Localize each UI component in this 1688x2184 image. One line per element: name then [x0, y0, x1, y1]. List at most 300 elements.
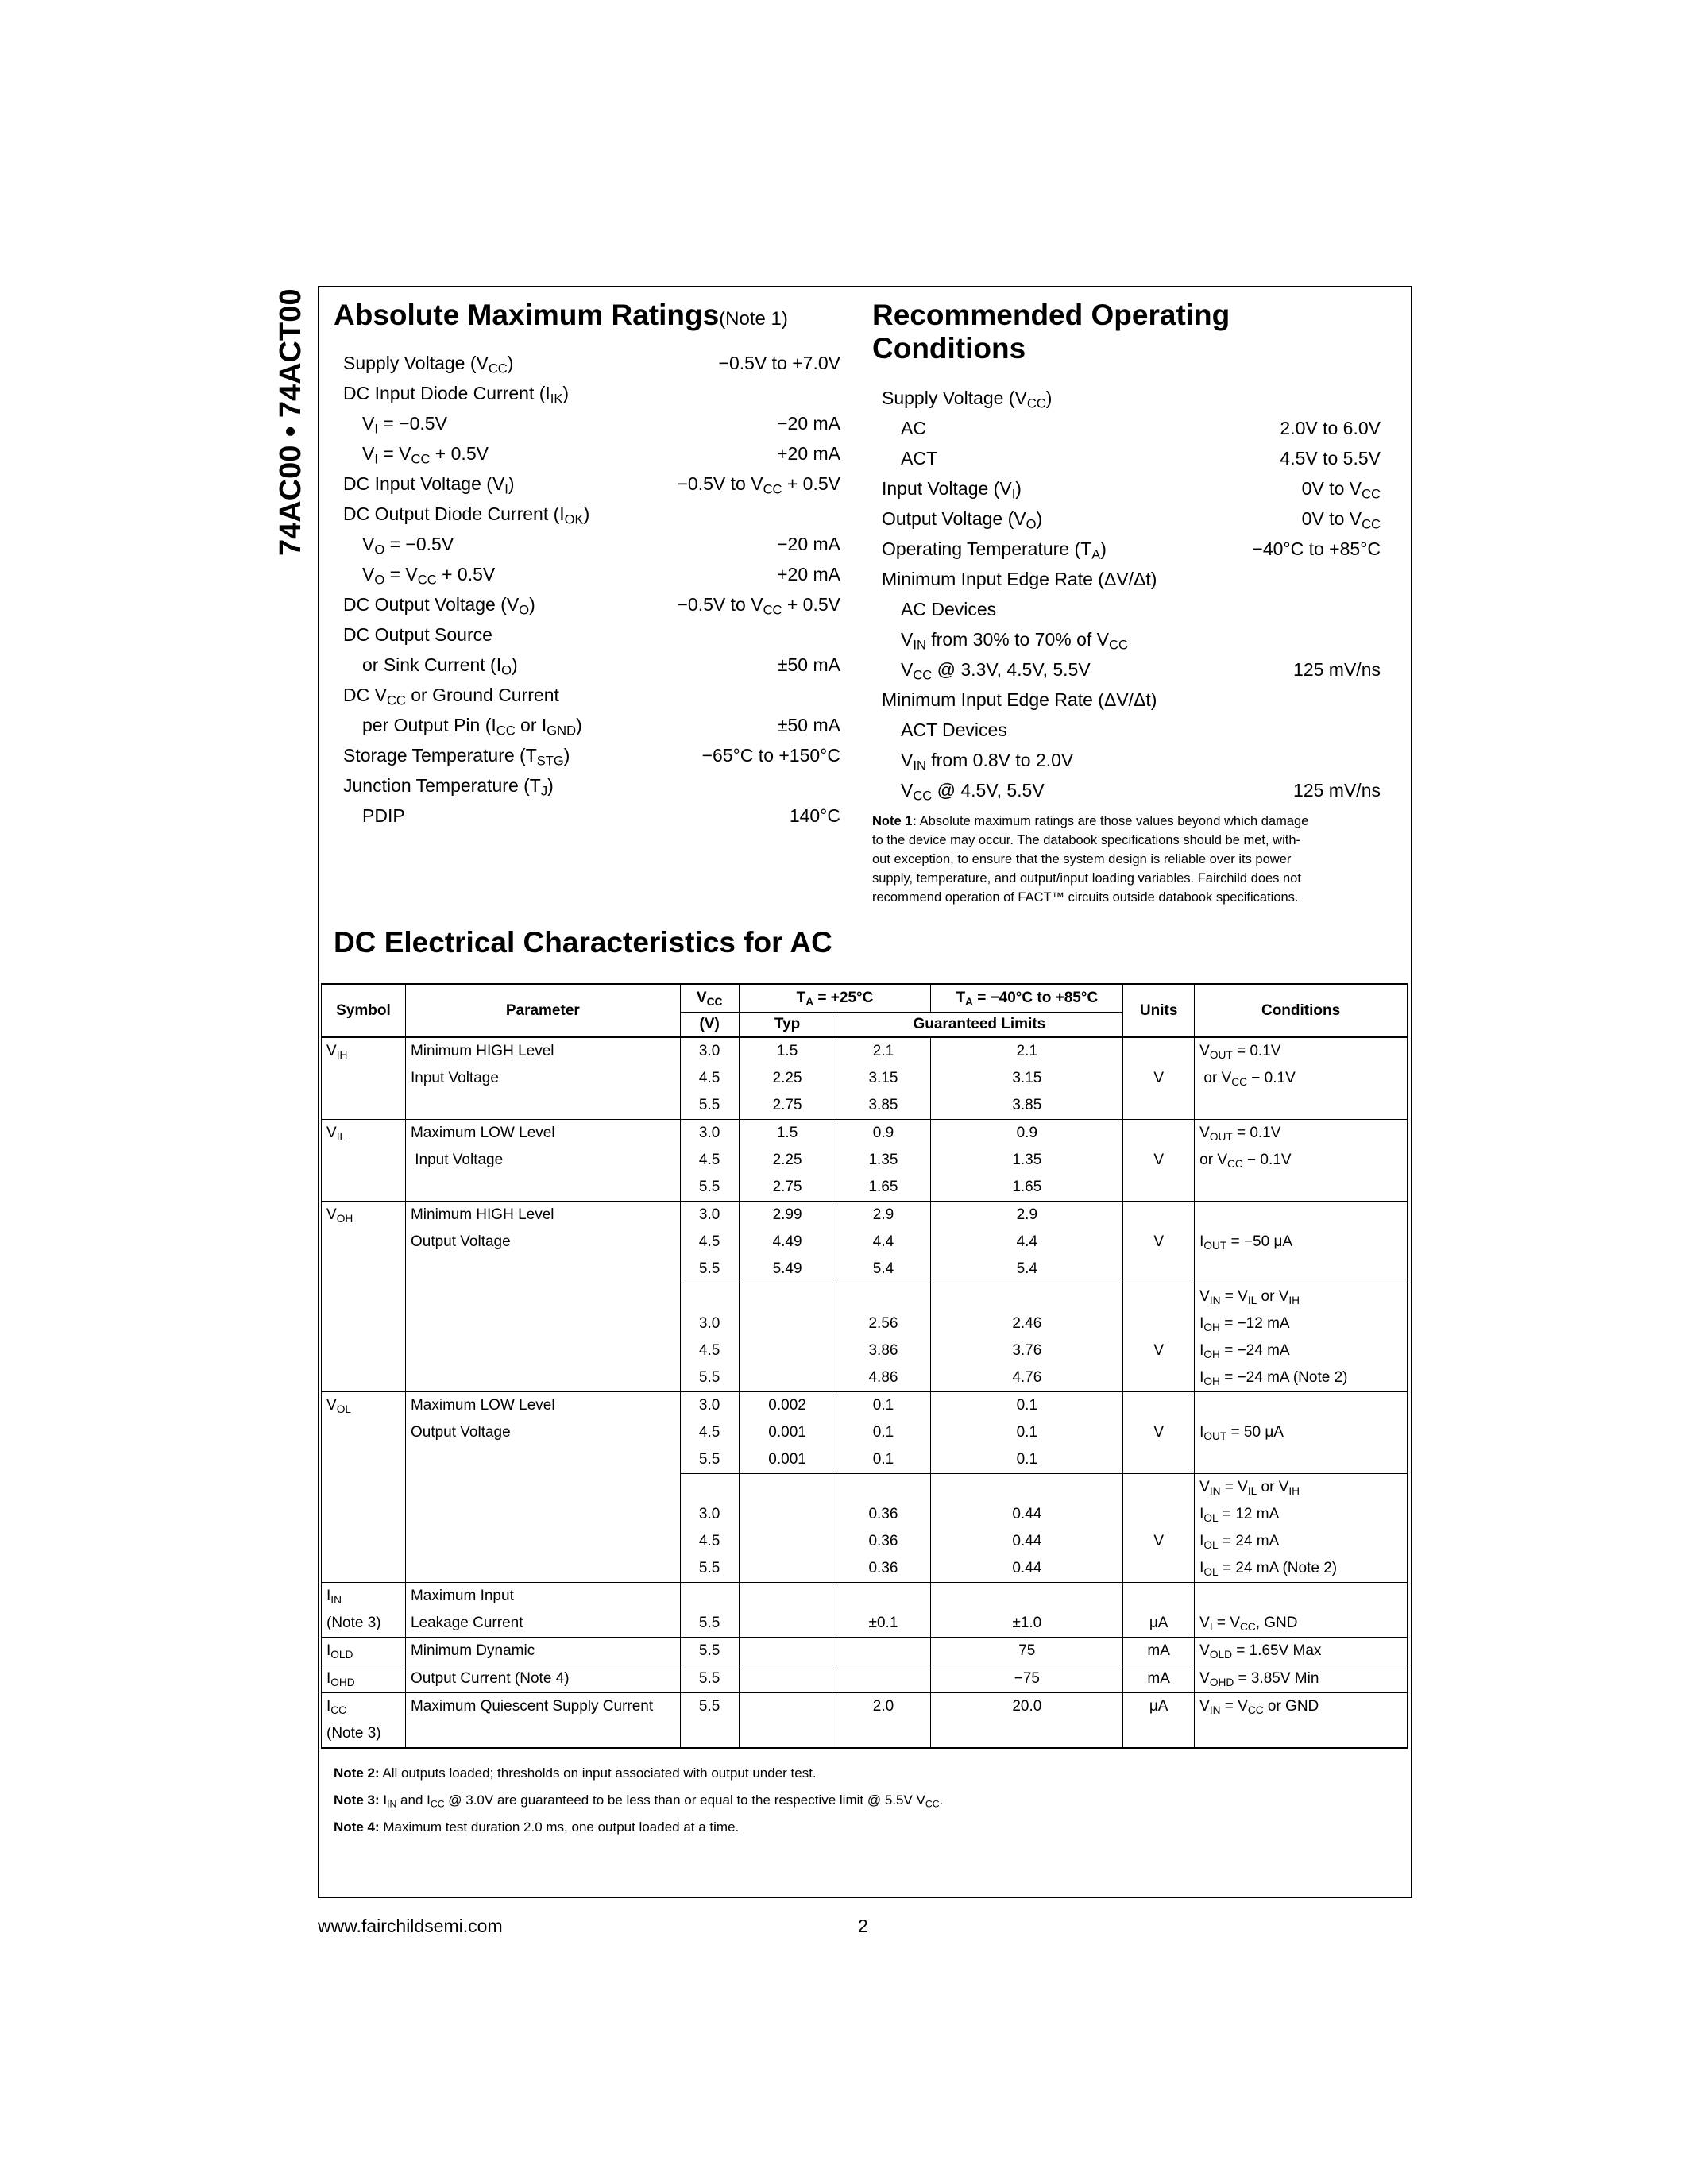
cell-units	[1123, 1283, 1195, 1311]
cell-symbol	[322, 1065, 406, 1092]
table-row	[322, 1037, 1408, 1065]
amr-row	[343, 650, 840, 680]
cell-parameter	[405, 1474, 680, 1502]
cell-typ	[739, 1693, 836, 1721]
table-row	[322, 1555, 1408, 1583]
cell-units	[1123, 1256, 1195, 1283]
cell-limit-25c: 2.9	[836, 1202, 931, 1229]
cell-units: V	[1123, 1419, 1195, 1446]
amr-row	[343, 801, 840, 831]
table-row	[322, 1174, 1408, 1202]
cell-typ: 1.5	[739, 1037, 836, 1065]
cell-limit-25c: 0.36	[836, 1501, 931, 1528]
cell-limit-85c: −75	[931, 1665, 1123, 1693]
table-row	[322, 1501, 1408, 1528]
cell-limit-85c: 2.46	[931, 1310, 1123, 1337]
cell-symbol: $V_{OH}$	[322, 1202, 406, 1229]
cell-parameter	[405, 1555, 680, 1583]
cell-conditions: $I_{OL} = 24$ mA (Note 2)	[1195, 1555, 1408, 1583]
cell-parameter	[405, 1310, 680, 1337]
cell-limit-25c: 2.1	[836, 1037, 931, 1065]
cell-limit-25c: 4.86	[836, 1364, 931, 1392]
table-row	[322, 1693, 1408, 1721]
amr-row-label: or Sink Current $(I_O)$	[362, 654, 518, 678]
cell-typ: 1.5	[739, 1120, 836, 1148]
cell-parameter	[405, 1720, 680, 1748]
roc-section	[872, 299, 1230, 365]
cell-vcc: 4.5	[680, 1229, 739, 1256]
cell-vcc: 5.5	[680, 1256, 739, 1283]
cell-parameter	[405, 1174, 680, 1202]
cell-symbol: $V_{IL}$	[322, 1120, 406, 1148]
roc-row-value: 0V to $V_{CC}$	[1301, 478, 1381, 502]
col-header-vcc-unit: (V)	[680, 1013, 739, 1038]
table-row	[322, 1120, 1408, 1148]
cell-parameter: Maximum Quiescent Supply Current	[405, 1693, 680, 1721]
footnote-text: $I_{IN}$ and $I_{CC}$ @ 3.0V are guaranteed to be less than or equal to the respective limit @ 5.5V $V_{CC}$.	[379, 1792, 944, 1810]
cell-vcc: 5.5	[680, 1555, 739, 1583]
roc-row-label: Minimum Input Edge Rate (ΔV/Δt)	[882, 689, 1157, 710]
cell-limit-25c: 0.1	[836, 1419, 931, 1446]
cell-units	[1123, 1092, 1195, 1120]
amr-row-label: DC Output Voltage $(V_O)$	[343, 594, 535, 618]
table-row	[322, 1364, 1408, 1392]
cell-symbol	[322, 1337, 406, 1364]
cell-typ	[739, 1555, 836, 1583]
cell-vcc: 5.5	[680, 1446, 739, 1474]
table-row	[322, 1583, 1408, 1611]
cell-vcc: 5.5	[680, 1665, 739, 1693]
amr-row-label: Supply Voltage $(V_{CC})$	[343, 353, 514, 376]
cell-limit-85c	[931, 1720, 1123, 1748]
cell-limit-85c: 4.4	[931, 1229, 1123, 1256]
cell-symbol: $V_{IH}$	[322, 1037, 406, 1065]
col-header-typ: Typ	[739, 1013, 836, 1038]
note-1	[872, 812, 1396, 907]
table-row	[322, 1392, 1408, 1420]
footnote-label: Note 2:	[334, 1765, 380, 1781]
cell-symbol: (Note 3)	[322, 1720, 406, 1748]
amr-row-value: −0.5V to $V_{CC} + 0.5V$	[677, 473, 840, 497]
cell-limit-85c: 20.0	[931, 1693, 1123, 1721]
cell-symbol	[322, 1474, 406, 1502]
cell-symbol	[322, 1229, 406, 1256]
amr-row-label: DC Input Voltage $(V_I)$	[343, 473, 515, 497]
col-header-vcc: $V_{CC}$	[680, 984, 739, 1013]
cell-typ	[739, 1528, 836, 1555]
cell-conditions	[1195, 1092, 1408, 1120]
cell-units	[1123, 1474, 1195, 1502]
cell-parameter	[405, 1501, 680, 1528]
amr-row-label: DC $V_{CC}$ or Ground Current	[343, 685, 559, 708]
cell-typ	[739, 1665, 836, 1693]
cell-symbol	[322, 1528, 406, 1555]
dc-title: DC Electrical Characteristics for AC	[334, 926, 832, 959]
cell-units: μA	[1123, 1610, 1195, 1638]
cell-vcc	[680, 1583, 739, 1611]
cell-symbol	[322, 1555, 406, 1583]
roc-row	[882, 654, 1381, 685]
cell-parameter	[405, 1092, 680, 1120]
cell-conditions: $V_{IN} = V_{CC}$ or GND	[1195, 1693, 1408, 1721]
cell-limit-85c: 3.76	[931, 1337, 1123, 1364]
cell-units: V	[1123, 1337, 1195, 1364]
table-row	[322, 1147, 1408, 1174]
cell-limit-85c: 1.65	[931, 1174, 1123, 1202]
dc-table-body	[322, 1037, 1408, 1748]
amr-row-value: −0.5V to +7.0V	[718, 353, 840, 373]
footer-website: www.fairchildsemi.com	[318, 1916, 503, 1936]
cell-limit-85c: 0.44	[931, 1528, 1123, 1555]
cell-units	[1123, 1583, 1195, 1611]
amr-note-ref: (Note 1)	[719, 308, 788, 330]
cell-vcc: 3.0	[680, 1501, 739, 1528]
amr-row	[343, 619, 840, 650]
cell-symbol	[322, 1446, 406, 1474]
cell-limit-85c: 3.15	[931, 1065, 1123, 1092]
cell-vcc: 3.0	[680, 1392, 739, 1420]
cell-limit-85c: 5.4	[931, 1256, 1123, 1283]
cell-limit-25c: 3.85	[836, 1092, 931, 1120]
roc-row-label: AC Devices	[901, 599, 997, 619]
cell-typ: 2.75	[739, 1092, 836, 1120]
cell-parameter: Leakage Current	[405, 1610, 680, 1638]
cell-limit-25c: 0.36	[836, 1528, 931, 1555]
cell-symbol: $V_{OL}$	[322, 1392, 406, 1420]
amr-row-label: $V_O = V_{CC} + 0.5V$	[362, 564, 496, 588]
cell-limit-25c: 0.1	[836, 1446, 931, 1474]
amr-row-label: DC Output Source	[343, 624, 492, 645]
cell-conditions: or $V_{CC} - 0.1V$	[1195, 1065, 1408, 1092]
side-part-number-title: 74AC00 • 74ACT00	[274, 288, 307, 556]
amr-row-label: DC Input Diode Current $(I_{IK})$	[343, 383, 570, 407]
cell-typ	[739, 1364, 836, 1392]
cell-parameter: Minimum HIGH Level	[405, 1202, 680, 1229]
amr-row-label: Storage Temperature $(T_{STG})$	[343, 745, 570, 769]
cell-conditions: $I_{OH} = -24$ mA (Note 2)	[1195, 1364, 1408, 1392]
cell-parameter	[405, 1528, 680, 1555]
table-row	[322, 1528, 1408, 1555]
cell-vcc: 5.5	[680, 1364, 739, 1392]
amr-title-text: Absolute Maximum Ratings	[334, 299, 720, 331]
cell-units: μA	[1123, 1693, 1195, 1721]
cell-vcc: 3.0	[680, 1037, 739, 1065]
cell-symbol	[322, 1174, 406, 1202]
table-row	[322, 1720, 1408, 1748]
roc-row-value: 125 mV/ns	[1293, 780, 1381, 801]
cell-limit-85c: 75	[931, 1638, 1123, 1665]
footer-page-number: 2	[858, 1916, 868, 1936]
cell-units	[1123, 1501, 1195, 1528]
cell-limit-85c: 1.35	[931, 1147, 1123, 1174]
cell-limit-85c	[931, 1583, 1123, 1611]
roc-row-value: 125 mV/ns	[1293, 659, 1381, 680]
roc-row	[882, 383, 1381, 413]
cell-typ	[739, 1583, 836, 1611]
cell-typ: 2.25	[739, 1065, 836, 1092]
cell-symbol	[322, 1256, 406, 1283]
amr-row-label: Junction Temperature $(T_J)$	[343, 775, 554, 799]
cell-conditions: $I_{OH} = -12$ mA	[1195, 1310, 1408, 1337]
cell-limit-85c: 0.9	[931, 1120, 1123, 1148]
cell-units: V	[1123, 1147, 1195, 1174]
amr-row-value: 140°C	[789, 805, 840, 826]
cell-units	[1123, 1037, 1195, 1065]
cell-units: mA	[1123, 1638, 1195, 1665]
roc-title	[872, 299, 1230, 365]
cell-conditions	[1195, 1174, 1408, 1202]
cell-limit-85c: 2.1	[931, 1037, 1123, 1065]
cell-conditions: or $V_{CC} - 0.1V$	[1195, 1147, 1408, 1174]
cell-limit-25c	[836, 1583, 931, 1611]
amr-row-value: +20 mA	[777, 443, 840, 464]
table-row	[322, 1092, 1408, 1120]
cell-typ: 2.25	[739, 1147, 836, 1174]
cell-units: V	[1123, 1528, 1195, 1555]
table-row	[322, 1446, 1408, 1474]
table-row	[322, 1256, 1408, 1283]
table-row	[322, 1065, 1408, 1092]
cell-typ	[739, 1610, 836, 1638]
cell-parameter	[405, 1283, 680, 1311]
cell-vcc: 5.5	[680, 1693, 739, 1721]
footnote	[334, 1814, 943, 1841]
cell-conditions	[1195, 1720, 1408, 1748]
cell-vcc: 4.5	[680, 1419, 739, 1446]
amr-row-value: ±50 mA	[777, 654, 840, 675]
cell-symbol	[322, 1419, 406, 1446]
amr-row	[343, 680, 840, 710]
cell-conditions: $I_{OL} = 12$ mA	[1195, 1501, 1408, 1528]
cell-conditions	[1195, 1256, 1408, 1283]
roc-title-line1: Recommended Operating	[872, 299, 1230, 331]
roc-title-line2: Conditions	[872, 332, 1026, 365]
dc-characteristics-table	[321, 983, 1408, 1749]
cell-typ: 2.75	[739, 1174, 836, 1202]
cell-conditions: $V_I = V_{CC}$, GND	[1195, 1610, 1408, 1638]
roc-row	[882, 775, 1381, 805]
cell-limit-25c: 2.56	[836, 1310, 931, 1337]
amr-row	[343, 438, 840, 469]
cell-parameter: Output Voltage	[405, 1229, 680, 1256]
cell-conditions: $V_{OUT} = 0.1V$	[1195, 1037, 1408, 1065]
roc-row-label: $V_{IN}$ from 30% to 70% of $V_{CC}$	[901, 629, 1128, 653]
col-header-parameter: Parameter	[405, 984, 680, 1037]
roc-row	[882, 504, 1381, 534]
cell-typ	[739, 1474, 836, 1502]
roc-row-value: 2.0V to 6.0V	[1280, 418, 1381, 438]
cell-parameter	[405, 1256, 680, 1283]
footnote-text: All outputs loaded; thresholds on input associated with output under test.	[379, 1765, 817, 1781]
roc-row	[882, 473, 1381, 504]
roc-row-label: $V_{CC}$ @ 3.3V, 4.5V, 5.5V	[901, 659, 1091, 683]
cell-conditions: $V_{IN} = V_{IL}$ or $V_{IH}$	[1195, 1474, 1408, 1502]
amr-row	[343, 740, 840, 770]
cell-vcc	[680, 1283, 739, 1311]
cell-units	[1123, 1392, 1195, 1420]
cell-conditions: $V_{OLD} = 1.65V$ Max	[1195, 1638, 1408, 1665]
table-row	[322, 1337, 1408, 1364]
amr-row-value: ±50 mA	[777, 715, 840, 735]
cell-limit-85c: 0.44	[931, 1555, 1123, 1583]
cell-vcc: 5.5	[680, 1610, 739, 1638]
amr-section	[334, 299, 788, 336]
roc-row-label: Minimum Input Edge Rate (ΔV/Δt)	[882, 569, 1157, 589]
cell-parameter	[405, 1446, 680, 1474]
roc-row-label: ACT	[901, 448, 937, 469]
cell-typ	[739, 1310, 836, 1337]
col-header-ta85: $T_A = -40^\circ C$ to +85°C	[931, 984, 1123, 1013]
roc-row-value: 4.5V to 5.5V	[1280, 448, 1381, 469]
cell-limit-25c: 0.1	[836, 1392, 931, 1420]
amr-row-value: +20 mA	[777, 564, 840, 585]
cell-typ	[739, 1638, 836, 1665]
roc-row-label: Input Voltage $(V_I)$	[882, 478, 1022, 502]
cell-conditions	[1195, 1446, 1408, 1474]
cell-limit-25c	[836, 1474, 931, 1502]
amr-row-label: $V_I = V_{CC} + 0.5V$	[362, 443, 489, 467]
cell-symbol	[322, 1310, 406, 1337]
cell-units	[1123, 1174, 1195, 1202]
roc-row-label: $V_{CC}$ @ 4.5V, 5.5V	[901, 780, 1045, 804]
cell-parameter	[405, 1337, 680, 1364]
cell-limit-85c: ±1.0	[931, 1610, 1123, 1638]
cell-conditions: $I_{OUT} = -50$ μA	[1195, 1229, 1408, 1256]
cell-symbol: $I_{OHD}$	[322, 1665, 406, 1693]
cell-conditions: $I_{OH} = -24$ mA	[1195, 1337, 1408, 1364]
cell-limit-25c: ±0.1	[836, 1610, 931, 1638]
footnote-label: Note 3:	[334, 1792, 380, 1808]
footnote-text: Maximum test duration 2.0 ms, one output loaded at a time.	[379, 1819, 740, 1835]
cell-conditions	[1195, 1202, 1408, 1229]
cell-symbol	[322, 1092, 406, 1120]
roc-row-label: AC	[901, 418, 926, 438]
cell-limit-25c: 0.36	[836, 1555, 931, 1583]
footnote-label: Note 4:	[334, 1819, 380, 1835]
cell-units	[1123, 1202, 1195, 1229]
cell-limit-85c: 3.85	[931, 1092, 1123, 1120]
cell-conditions	[1195, 1392, 1408, 1420]
amr-row	[343, 499, 840, 529]
cell-conditions: $V_{OHD} = 3.85V$ Min	[1195, 1665, 1408, 1693]
roc-row	[882, 564, 1381, 594]
amr-title	[334, 299, 788, 336]
cell-limit-25c: 3.86	[836, 1337, 931, 1364]
table-row	[322, 1638, 1408, 1665]
amr-row	[343, 378, 840, 408]
roc-row	[882, 745, 1381, 775]
cell-limit-25c: 2.0	[836, 1693, 931, 1721]
cell-units	[1123, 1446, 1195, 1474]
cell-symbol: (Note 3)	[322, 1610, 406, 1638]
cell-symbol: $I_{OLD}$	[322, 1638, 406, 1665]
amr-row-value: −65°C to +150°C	[701, 745, 840, 766]
cell-limit-85c	[931, 1283, 1123, 1311]
cell-conditions: $V_{IN} = V_{IL}$ or $V_{IH}$	[1195, 1283, 1408, 1311]
table-row	[322, 1310, 1408, 1337]
cell-limit-85c: 0.1	[931, 1446, 1123, 1474]
cell-units	[1123, 1720, 1195, 1748]
cell-symbol	[322, 1147, 406, 1174]
amr-row-value: −20 mA	[777, 534, 840, 554]
cell-symbol: $I_{CC}$	[322, 1693, 406, 1721]
roc-row-label: ACT Devices	[901, 720, 1007, 740]
table-row	[322, 1283, 1408, 1311]
cell-limit-25c: 0.9	[836, 1120, 931, 1148]
cell-limit-25c	[836, 1720, 931, 1748]
cell-parameter: Maximum LOW Level	[405, 1392, 680, 1420]
table-row	[322, 1229, 1408, 1256]
cell-limit-85c	[931, 1474, 1123, 1502]
amr-row-value: −0.5V to $V_{CC} + 0.5V$	[677, 594, 840, 618]
cell-symbol	[322, 1501, 406, 1528]
note-1-text: Absolute maximum ratings are those values beyond which damage to the device may occur. The databook specifications should be met, with- out exception, to ensure that the system design is reliable over its power supply, temperature, and output/input loading variables. Fairchild does not recommend operation of FACT™ circuits outside databook specifications.	[872, 814, 1309, 905]
cell-units	[1123, 1555, 1195, 1583]
roc-row-label: Supply Voltage $(V_{CC})$	[882, 388, 1053, 411]
amr-row-label: $V_I = -0.5V$	[362, 413, 447, 437]
cell-typ	[739, 1283, 836, 1311]
cell-symbol	[322, 1364, 406, 1392]
cell-limit-85c: 2.9	[931, 1202, 1123, 1229]
amr-row	[343, 559, 840, 589]
cell-conditions: $I_{OUT} = 50$ μA	[1195, 1419, 1408, 1446]
table-row	[322, 1419, 1408, 1446]
cell-conditions: $V_{OUT} = 0.1V$	[1195, 1120, 1408, 1148]
cell-units	[1123, 1364, 1195, 1392]
table-row	[322, 1610, 1408, 1638]
cell-parameter: Input Voltage	[405, 1147, 680, 1174]
cell-conditions: $I_{OL} = 24$ mA	[1195, 1528, 1408, 1555]
cell-vcc: 4.5	[680, 1065, 739, 1092]
cell-parameter: Minimum Dynamic	[405, 1638, 680, 1665]
cell-vcc: 5.5	[680, 1174, 739, 1202]
col-header-guaranteed-limits: Guaranteed Limits	[836, 1013, 1123, 1038]
note-1-label: Note 1:	[872, 814, 917, 828]
cell-typ	[739, 1501, 836, 1528]
cell-limit-25c: 1.35	[836, 1147, 931, 1174]
cell-typ: 4.49	[739, 1229, 836, 1256]
amr-row-value: −20 mA	[777, 413, 840, 434]
cell-parameter: Maximum Input	[405, 1583, 680, 1611]
dc-section	[334, 926, 832, 959]
cell-vcc: 5.5	[680, 1638, 739, 1665]
amr-row	[343, 469, 840, 499]
dc-footnotes	[334, 1760, 943, 1841]
cell-vcc: 4.5	[680, 1337, 739, 1364]
cell-vcc: 5.5	[680, 1092, 739, 1120]
cell-limit-85c: 0.1	[931, 1419, 1123, 1446]
roc-row	[882, 715, 1381, 745]
roc-row	[882, 534, 1381, 564]
col-header-units: Units	[1123, 984, 1195, 1037]
roc-row	[882, 594, 1381, 624]
cell-limit-25c	[836, 1283, 931, 1311]
cell-vcc	[680, 1474, 739, 1502]
cell-limit-25c: 4.4	[836, 1229, 931, 1256]
cell-limit-25c: 1.65	[836, 1174, 931, 1202]
cell-vcc: 4.5	[680, 1147, 739, 1174]
cell-symbol: $I_{IN}$	[322, 1583, 406, 1611]
cell-vcc: 3.0	[680, 1202, 739, 1229]
cell-vcc: 3.0	[680, 1310, 739, 1337]
cell-parameter: Maximum LOW Level	[405, 1120, 680, 1148]
table-row	[322, 1474, 1408, 1502]
col-header-ta25: $T_A = +25^\circ C$	[739, 984, 931, 1013]
cell-limit-85c: 4.76	[931, 1364, 1123, 1392]
cell-parameter	[405, 1364, 680, 1392]
amr-row-label: per Output Pin ($I_{CC}$ or $I_{GND}$)	[362, 715, 582, 739]
footnote	[334, 1760, 943, 1787]
